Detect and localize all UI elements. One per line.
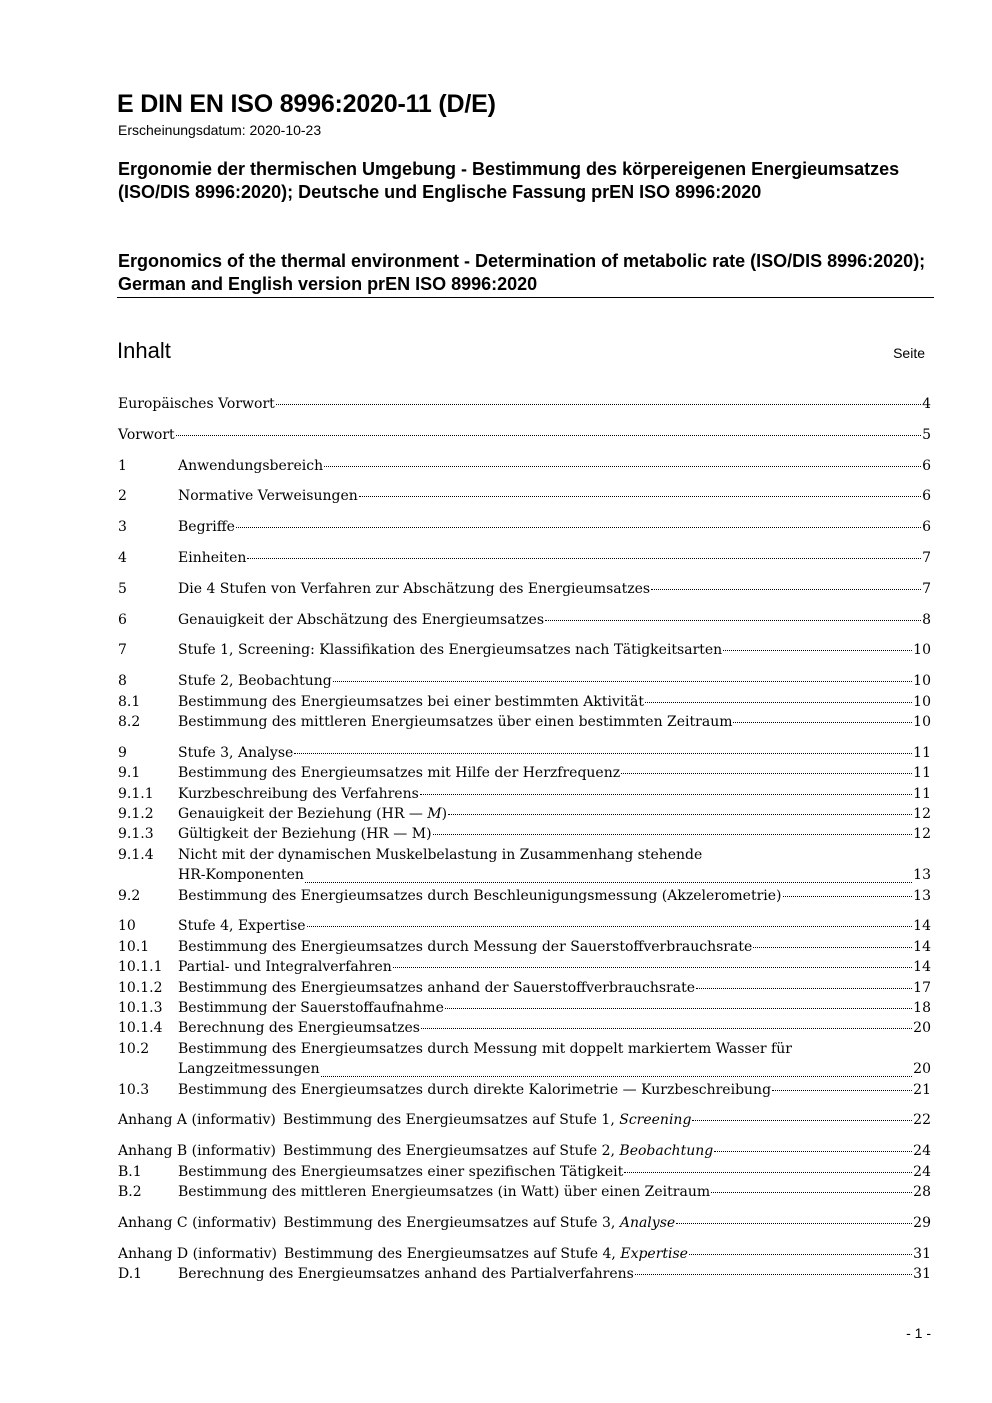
toc-entry-number: 9	[118, 744, 127, 761]
toc-entry-page: 6	[922, 457, 931, 474]
toc-entry[interactable]	[118, 824, 931, 844]
toc-entry-page: 12	[913, 806, 931, 822]
toc-leader	[723, 650, 912, 651]
toc-entry-title: Berechnung des Energieumsatzes anhand des Partialverfahrens	[178, 1266, 634, 1283]
toc-entry-number: B.2	[118, 1184, 142, 1201]
toc-leader	[651, 589, 921, 590]
toc-entry-number: 9.1.3	[118, 826, 154, 843]
toc-entry-title: Kurzbeschreibung des Verfahrens	[178, 785, 419, 802]
toc-entry[interactable]	[118, 712, 931, 732]
toc-entry-title-italic: Screening	[619, 1112, 692, 1129]
toc-entry-number: 10.3	[118, 1081, 150, 1098]
toc-entry-page: 10	[913, 673, 931, 690]
publication-date: Erscheinungsdatum: 2020-10-23	[118, 122, 322, 138]
toc-entry-title-italic: Expertise	[620, 1245, 688, 1262]
toc-entry-annex[interactable]	[118, 1141, 931, 1161]
toc-leader	[624, 1172, 912, 1173]
toc-entry[interactable]	[118, 640, 931, 660]
toc-entry-page: 28	[913, 1184, 931, 1201]
toc-entry-number: 2	[118, 488, 127, 505]
title-german: Ergonomie der thermischen Umgebung - Bestimmung des körpereigenen Energieumsatzes (ISO/DIS 8996:2020); Deutsche und Englische Fassung prEN ISO 8996:2020	[118, 159, 900, 202]
toc-entry-title: Die 4 Stufen von Verfahren zur Abschätzung des Energieumsatzes	[178, 580, 651, 597]
toc-entry[interactable]	[118, 394, 931, 414]
toc-leader	[733, 722, 912, 723]
toc-entry-number: 7	[118, 642, 127, 659]
toc-leader	[692, 1120, 912, 1121]
toc-entry-title-part: )	[441, 806, 448, 822]
toc-entry[interactable]	[118, 957, 931, 977]
toc-entry-title: Bestimmung des Energieumsatzes mit Hilfe der Herzfrequenz	[178, 765, 621, 782]
toc-entry-page: 14	[913, 959, 931, 976]
toc-entry-title	[118, 1110, 691, 1130]
toc-entry-title: Europäisches Vorwort	[118, 396, 275, 412]
toc-entry-number: 10.1.1	[118, 959, 163, 976]
page-number: - 1 -	[906, 1325, 931, 1341]
toc-entry-title: Anwendungsbereich	[178, 457, 324, 474]
toc-entry-title: Bestimmung des Energieumsatzes durch direkte Kalorimetrie — Kurzbeschreibung	[178, 1081, 772, 1098]
toc-entry-number: 9.1	[118, 765, 141, 782]
toc-entry-title: Vorwort	[118, 426, 175, 443]
toc-leader	[176, 435, 921, 436]
title-english: Ergonomics of the thermal environment - Determination of metabolic rate (ISO/DIS 8996:2020); German and English version prEN ISO 8996:2020	[118, 251, 926, 294]
toc-entry-page: 22	[913, 1112, 931, 1129]
toc-leader	[676, 1223, 912, 1224]
toc-entry[interactable]	[118, 486, 931, 506]
toc-entry-title: Bestimmung des Energieumsatzes durch Beschleunigungsmessung (Akzelerometrie)	[178, 887, 782, 904]
toc-entry-title-part: Bestimmung des Energieumsatzes auf Stufe 2,	[283, 1143, 620, 1160]
toc-leader	[305, 882, 912, 883]
toc-entry-title	[118, 1213, 675, 1233]
toc-entry[interactable]	[118, 845, 931, 886]
toc-entry-page: 11	[913, 785, 931, 802]
toc-entry-page: 6	[922, 519, 931, 536]
toc-entry-page: 12	[913, 826, 931, 843]
toc-entry-number: 5	[118, 580, 127, 597]
toc-entry-title: Stufe 2, Beobachtung	[178, 673, 332, 690]
toc-entry-page: 31	[913, 1245, 931, 1262]
toc-heading: Inhalt	[117, 338, 171, 363]
toc-entry-number: 10.1.3	[118, 1000, 163, 1017]
toc-entry-number: 9.1.4	[118, 846, 154, 863]
toc-leader	[783, 896, 913, 897]
toc-entry-title: Stufe 3, Analyse	[178, 744, 294, 761]
toc-entry-number: 8	[118, 673, 127, 690]
toc-leader	[247, 558, 921, 559]
title-divider	[117, 297, 934, 298]
toc-entry-title: Begriffe	[178, 519, 235, 536]
toc-entry-title-part: Genauigkeit der Beziehung (HR —	[178, 806, 428, 822]
toc-entry-page: 4	[922, 396, 931, 412]
toc-leader	[621, 773, 912, 774]
toc-entry-title: Bestimmung des mittleren Energieumsatzes über einen bestimmten Zeitraum	[178, 713, 733, 730]
toc-entry[interactable]	[118, 916, 931, 936]
toc-leader	[545, 620, 921, 621]
toc-entry-number: 9.2	[118, 887, 141, 904]
toc-leader	[445, 1008, 912, 1009]
toc-entry[interactable]	[118, 978, 931, 998]
toc-entry-title: Bestimmung des Energieumsatzes anhand der Sauerstoffverbrauchsrate	[178, 979, 695, 996]
toc-entry[interactable]	[118, 886, 931, 906]
toc-entry-page: 24	[913, 1163, 931, 1180]
toc-entry[interactable]	[118, 1264, 931, 1284]
toc-entry-title: Bestimmung der Sauerstoffaufnahme	[178, 1000, 444, 1017]
toc-entry-page: 10	[913, 642, 931, 659]
toc-entry-number: 1	[118, 457, 127, 474]
toc-leader	[359, 496, 921, 497]
toc-entry-page: 10	[913, 713, 931, 730]
toc-entry-title: Gültigkeit der Beziehung (HR — M)	[178, 826, 432, 843]
toc-entry-page: 14	[913, 938, 931, 955]
table-of-contents	[118, 394, 931, 1284]
toc-entry-number: 10.2	[118, 1040, 150, 1057]
toc-leader	[276, 404, 921, 405]
toc-entry-page: 7	[922, 580, 931, 597]
toc-entry-page: 17	[913, 979, 931, 996]
toc-entry-number: 9.1.1	[118, 785, 154, 802]
document-id: E DIN EN ISO 8996:2020-11 (D/E)	[117, 90, 496, 118]
toc-entry-page: 10	[913, 693, 931, 710]
toc-entry-number: 4	[118, 549, 127, 566]
toc-entry-page: 20	[913, 1061, 931, 1078]
toc-entry-title-line: Bestimmung des Energieumsatzes durch Messung mit doppelt markiertem Wasser für	[178, 1040, 792, 1057]
toc-leader	[753, 947, 912, 948]
toc-entry-page: 18	[913, 1000, 931, 1017]
toc-entry-page: 31	[913, 1266, 931, 1283]
toc-entry-title: Bestimmung des Energieumsatzes einer spezifischen Tätigkeit	[178, 1163, 624, 1180]
toc-entry[interactable]	[118, 456, 931, 476]
toc-entry-title	[178, 804, 447, 824]
toc-entry-page: 14	[913, 918, 931, 935]
toc-entry-page: 29	[913, 1214, 931, 1231]
toc-entry[interactable]	[118, 1080, 931, 1100]
toc-entry-title: Stufe 1, Screening: Klassifikation des Energieumsatzes nach Tätigkeitsarten	[178, 642, 723, 659]
toc-entry-title-italic: M	[427, 806, 442, 822]
toc-entry-title: Einheiten	[178, 549, 247, 566]
toc-entry-number: 9.1.2	[118, 806, 154, 822]
toc-leader	[333, 681, 912, 682]
toc-entry-annex[interactable]	[118, 1213, 931, 1233]
toc-leader	[307, 926, 913, 927]
toc-entry[interactable]	[118, 743, 931, 763]
toc-entry[interactable]	[118, 579, 931, 599]
toc-entry[interactable]	[118, 763, 931, 783]
toc-page-column-label: Seite	[893, 345, 925, 361]
toc-leader	[711, 1192, 912, 1193]
toc-entry-title-part: Bestimmung des Energieumsatzes auf Stufe 1,	[282, 1112, 620, 1129]
toc-entry[interactable]	[118, 548, 931, 568]
toc-entry[interactable]	[118, 425, 931, 445]
toc-entry-page: 13	[913, 867, 931, 884]
toc-entry-title: Stufe 4, Expertise	[178, 918, 306, 935]
toc-entry-title	[118, 1244, 688, 1264]
toc-leader	[294, 753, 912, 754]
toc-entry-title-part: Bestimmung des Energieumsatzes auf Stufe 3,	[283, 1214, 620, 1231]
toc-entry-title-line: Langzeitmessungen	[178, 1061, 320, 1078]
toc-entry-page: 6	[922, 488, 931, 505]
toc-leader	[433, 834, 913, 835]
toc-entry-number: 10.1.4	[118, 1020, 163, 1037]
toc-entry-title: Bestimmung des Energieumsatzes durch Messung der Sauerstoffverbrauchsrate	[178, 938, 753, 955]
toc-entry-annex[interactable]	[118, 1110, 931, 1130]
toc-leader	[393, 967, 912, 968]
toc-leader	[420, 794, 912, 795]
annex-label: Anhang D (informativ)	[118, 1245, 277, 1262]
annex-label: Anhang C (informativ)	[118, 1214, 277, 1231]
toc-entry[interactable]	[118, 671, 931, 691]
toc-entry-title-part: Bestimmung des Energieumsatzes auf Stufe 4,	[283, 1245, 621, 1262]
toc-entry-number: 8.1	[118, 693, 141, 710]
toc-entry-title-line: Nicht mit der dynamischen Muskelbelastung in Zusammenhang stehende	[178, 846, 703, 863]
toc-entry-page: 8	[922, 611, 931, 628]
toc-entry-title-italic: Analyse	[619, 1214, 676, 1231]
toc-leader	[689, 1254, 912, 1255]
toc-entry[interactable]	[118, 692, 931, 712]
toc-entry[interactable]	[118, 1182, 931, 1202]
toc-entry-number: 6	[118, 611, 127, 628]
toc-leader	[645, 702, 912, 703]
toc-entry[interactable]	[118, 517, 931, 537]
toc-leader	[321, 1076, 913, 1077]
toc-entry-title: Bestimmung des Energieumsatzes bei einer bestimmten Aktivität	[178, 693, 644, 710]
toc-entry-title: Genauigkeit der Abschätzung des Energieumsatzes	[178, 611, 545, 628]
toc-leader	[324, 466, 921, 467]
toc-entry-title: Bestimmung des mittleren Energieumsatzes (in Watt) über einen Zeitraum	[178, 1184, 711, 1201]
toc-entry-page: 24	[913, 1143, 931, 1160]
toc-entry-title: Partial- und Integralverfahren	[178, 959, 392, 976]
toc-entry-title: Normative Verweisungen	[178, 488, 358, 505]
toc-entry-number: 8.2	[118, 713, 141, 730]
toc-entry-annex[interactable]	[118, 1244, 931, 1264]
annex-label: Anhang B (informativ)	[118, 1143, 277, 1160]
toc-leader	[448, 814, 912, 815]
toc-entry-page: 7	[922, 549, 931, 566]
toc-entry-title	[118, 1141, 713, 1161]
toc-entry-number: B.1	[118, 1163, 142, 1180]
toc-entry-page: 21	[913, 1081, 931, 1098]
toc-entry-number: 10.1.2	[118, 979, 163, 996]
toc-entry-page: 11	[913, 765, 931, 782]
toc-entry[interactable]	[118, 1162, 931, 1182]
annex-label: Anhang A (informativ)	[118, 1112, 276, 1129]
toc-leader	[696, 988, 912, 989]
toc-entry-page: 5	[922, 426, 931, 443]
toc-entry[interactable]	[118, 1039, 931, 1080]
toc-entry-title-italic: Beobachtung	[619, 1143, 714, 1160]
toc-entry-number: 10.1	[118, 938, 150, 955]
toc-entry-page: 11	[913, 744, 931, 761]
toc-entry-number: 10	[118, 918, 136, 935]
toc-entry-number: 3	[118, 519, 127, 536]
toc-entry[interactable]	[118, 610, 931, 630]
toc-entry-page: 20	[913, 1020, 931, 1037]
toc-leader	[714, 1151, 912, 1152]
toc-entry[interactable]	[118, 937, 931, 957]
toc-entry-number: D.1	[118, 1266, 143, 1283]
toc-leader	[772, 1090, 912, 1091]
toc-entry[interactable]	[118, 1018, 931, 1038]
toc-entry-title: Berechnung des Energieumsatzes	[178, 1020, 420, 1037]
toc-leader	[236, 527, 921, 528]
toc-entry[interactable]	[118, 784, 931, 804]
toc-entry-page: 13	[913, 887, 931, 904]
toc-leader	[635, 1274, 912, 1275]
toc-entry-title-line: HR-Komponenten	[178, 867, 304, 884]
toc-leader	[421, 1028, 912, 1029]
toc-entry[interactable]	[118, 804, 931, 824]
toc-entry[interactable]	[118, 998, 931, 1018]
